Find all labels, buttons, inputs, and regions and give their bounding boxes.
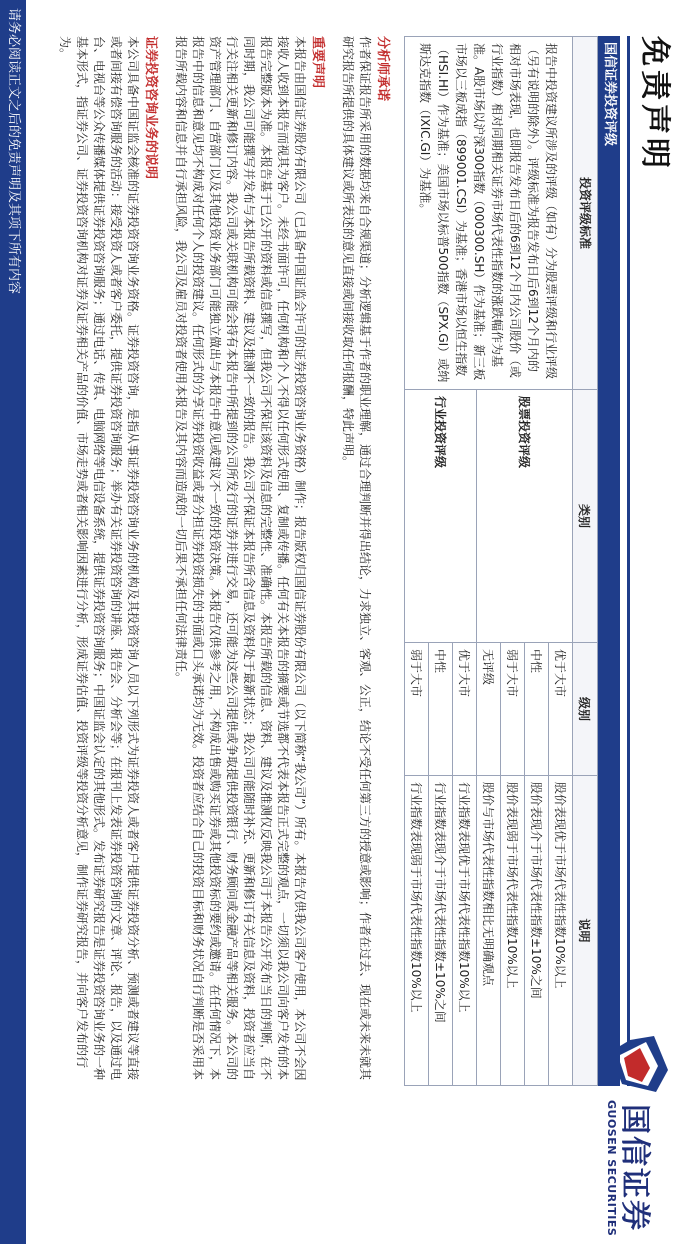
logo-text-en: GUOSEN SECURITIES	[605, 1100, 618, 1237]
col-header-grade: 级别	[573, 643, 598, 776]
col-header-note: 说明	[573, 776, 598, 1086]
footer-note: 请务必阅读正文之后的免责声明及其项下所有内容	[6, 8, 21, 295]
grade-cell: 中性	[429, 643, 453, 776]
page-title: 免责声明	[637, 36, 672, 172]
col-header-category: 类别	[573, 390, 598, 643]
footer-band	[0, 0, 26, 1244]
grade-cell: 优于大市	[453, 643, 477, 776]
logo-text-cn: 国信证券	[617, 1104, 652, 1232]
section-body-important-notice: 本报告由国信证券股份有限公司（已具备中国证监会许可的证券投资咨询业务资格）制作；报告版权归国信证券股份有限公司（以下简称“我公司”）所有。本报告仅供我公司客户使用，本公司不会因接收人收到本报告而视其为客户。未经书面许可，任何机构和个人不得以任何形式使用、复制或传播。任何有关本报告的摘要或节选都不代表本报告正式完整的观点，一切须以我公司向客户发布的本报告完整版本为准。本报告基于已公开的资料或信息撰写，但我公司不保证该资料及信息的完整性、准确性。本报告所载的信息、资料、建议及推测仅反映我公司于本报告公开发布当日的判断，在不同时期，我公司可能撰写并发布与本报告所载资料、建议及推测不一致的报告。我公司不保证本报告所含信息及资料处于最新状态；我公司可能随时补充、更新和修订有关信息及资料，投资者应当自行关注相关更新和修订内容。我公司或关联机构可能会持有本报告中所提到的公司所发行的证券并进行交易，还可能为这些公司提供或争取提供投资银行、财务顾问或金融产品等相关服务。本公司的资产管理部门、自营部门以及其他投资业务部门可能独立做出与本报告中意见或建议不一致的投资决策。本报告仅供参考之用，不构成出售或购买证券或其他投资标的要约或邀请。在任何情况下，本报告中的信息和意见均不构成对任何个人的投资建议。任何形式的分享证券投资收益或者分担证券投资损失的书面或口头承诺均为无效。投资者应结合自己的投资目标和财务状况自行判断是否采用本报告所载内容和信息并自行承担风险，我公司及雇员对投资者使用本报告及其内容而造成的一切后果不承担任何法律责任。	[174, 36, 307, 1081]
rating-standard-text: 报告中投资建议所涉及的评级（如有）分为股票评级和行业评级（另有说明的除外）。评级标准为报告发布日后6到12个月内的相对市场表现，也即报告发布日后的6到12个月内公司股价（或行业指数）相对同期相关证券市场代表性指数的涨跌幅作为基准。A股市场以沪深300指数（000300.SH）作为基准；新三板市场以三板成指（899001.CSI）为基准；香港市场以恒生指数（HSI.HI）作为基准；美国市场以标普500指数（SPX.GI）或纳斯达克指数（IXIC.GI）为基准。	[405, 37, 573, 390]
section-body-advisory-business: 本公司具备中国证监会核准的证券投资咨询业务资格。证券投资咨询，是指从事证券投资咨询业务的机构及其投资咨询人员以下列形式为证券投资人或者客户提供证券投资分析、预测或者建议等直接或者间接有偿咨询服务的活动：接受投资人或者客户委托，提供证券投资咨询服务；举办有关证券投资咨询的讲座、报告会、分析会等；在报刊上发表证券投资咨询的文章、评论、报告，以及通过电台、电视台等公众传播媒体提供证券投资咨询服务；通过电话、传真、电脑网络等电信设备系统，提供证券投资咨询服务；中国证监会认定的其他形式。发布证券研究报告是证券投资咨询业务的一种基本形式，指证券公司、证券投资咨询机构对证券及证券相关产品的价值、市场走势或者相关影响因素进行分析，形成证券估值、投资评级等投资分析意见，制作证券研究报告，并向客户发布的行为。	[58, 36, 140, 1081]
section-body-analyst-pledge: 作者保证报告所采用的数据均来自合规渠道；分析逻辑基于作者的职业理解，通过合理判断并得出结论，力求独立、客观、公正，结论不受任何第三方的授意或影响；作者在过去、现在或未来未就其研究报告所提供的具体建议或所表述的意见直接或间接收取任何报酬，特此声明。	[341, 36, 372, 1081]
section-title-important-notice: 重要声明	[310, 36, 325, 89]
category-industry: 行业投资评级	[405, 390, 477, 643]
grade-cell: 优于大市	[549, 643, 573, 776]
grade-cell: 弱于大市	[501, 643, 525, 776]
category-stock: 股票投资评级	[477, 390, 573, 643]
section-title-analyst-pledge: 分析师承诺	[375, 36, 390, 102]
grade-cell: 无评级	[477, 643, 501, 776]
section-title-advisory-business: 证券投资咨询业务的说明	[143, 36, 158, 180]
col-header-standard: 投资评级标准	[573, 37, 598, 390]
main-content	[56, 36, 620, 1086]
note-cell: 股价表现优于市场代表性指数10%以上	[549, 776, 573, 1086]
note-cell: 股价与市场代表性指数相比无明确观点	[477, 776, 501, 1086]
title-divider	[627, 36, 630, 1086]
note-cell: 行业指数表现弱于市场代表性指数10%以上	[405, 776, 429, 1086]
rating-table	[404, 36, 598, 1086]
table-row	[549, 37, 573, 1086]
note-cell: 股价表现弱于市场代表性指数10%以上	[501, 776, 525, 1086]
grade-cell: 弱于大市	[405, 643, 429, 776]
note-cell: 股价表现介于市场代表性指数±10%之间	[525, 776, 549, 1086]
grade-cell: 中性	[525, 643, 549, 776]
rating-table-header: 国信证券投资评级	[598, 36, 620, 1086]
note-cell: 行业指数表现介于市场代表性指数±10%之间	[429, 776, 453, 1086]
note-cell: 行业指数表现优于市场代表性指数10%以上	[453, 776, 477, 1086]
